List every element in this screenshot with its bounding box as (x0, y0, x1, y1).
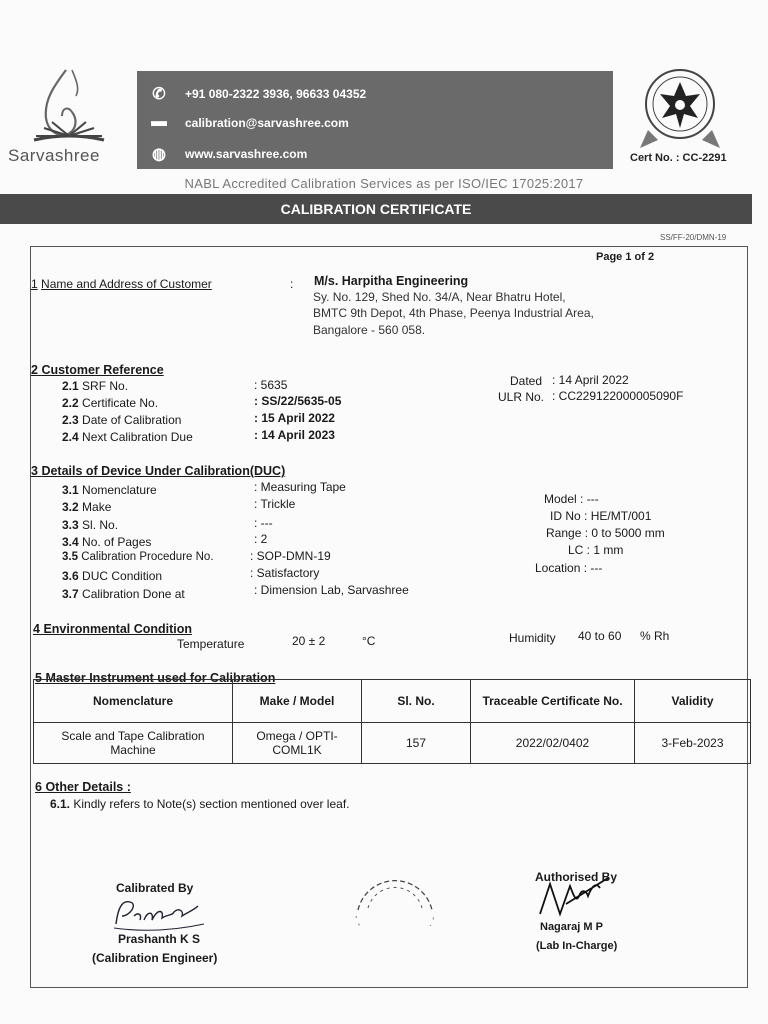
section-2-heading: 2 Customer Reference (31, 363, 164, 377)
table-row (34, 723, 751, 764)
date-of-calibration-row: 2.3 Date of Calibration (62, 413, 182, 427)
section-3-heading: 3 Details of Device Under Calibration(DUC) (31, 464, 286, 478)
website-row (152, 146, 308, 163)
document-title: CALIBRATION CERTIFICATE (280, 201, 472, 217)
table-cell: 3-Feb-2023 (635, 723, 751, 764)
dated-value: : 14 April 2022 (552, 373, 629, 387)
table-cell: 157 (362, 723, 471, 764)
humidity-value: 40 to 60 (578, 629, 622, 643)
website-text: www.sarvashree.com (185, 147, 308, 161)
email-text: calibration@sarvashree.com (185, 116, 349, 130)
lc-row: LC : 1 mm (568, 543, 624, 557)
customer-address-line-1: Sy. No. 129, Shed No. 34/A, Near Bhatru Hotel, (313, 290, 566, 304)
phone-text: +91 080-2322 3936, 96633 04352 (185, 87, 367, 101)
column-header: Traceable Certificate No. (471, 680, 635, 723)
nabl-accreditation-line: NABL Accredited Calibration Services as per ISO/IEC 17025:2017 (184, 176, 584, 191)
column-header: Make / Model (233, 680, 362, 723)
id-no-row: ID No : HE/MT/001 (550, 509, 652, 523)
section-1-heading: 1 Name and Address of Customer (31, 277, 212, 291)
duc-location-value: : Dimension Lab, Sarvashree (254, 583, 409, 597)
contact-band (137, 71, 613, 169)
humidity-label: Humidity (509, 631, 556, 645)
table-cell: Omega / OPTI-COML1K (233, 723, 362, 764)
date-of-calibration-value: : 15 April 2022 (254, 411, 335, 425)
duc-condition-row: 3.6 DUC Condition (62, 569, 163, 583)
customer-name: M/s. Harpitha Engineering (314, 274, 469, 288)
column-header: Sl. No. (362, 680, 471, 723)
customer-address-line-3: Bangalore - 560 058. (313, 323, 426, 337)
duc-slno-value: : --- (254, 516, 273, 530)
table-header-row (34, 680, 751, 723)
duc-pages-value: : 2 (254, 532, 268, 546)
location-row: Location : --- (535, 561, 603, 575)
temperature-value: 20 ± 2 (292, 634, 326, 648)
temperature-unit: °C (362, 634, 376, 648)
dated-label: Dated (510, 374, 543, 388)
temperature-label: Temperature (177, 637, 245, 651)
column-header: Validity (635, 680, 751, 723)
other-details-note: 6.1. Kindly refers to Note(s) section mentioned over leaf. (50, 797, 350, 811)
ulr-label: ULR No. (498, 390, 545, 404)
duc-slno-row: 3.3 Sl. No. (62, 518, 119, 532)
duc-pages-row: 3.4 No. of Pages (62, 535, 152, 549)
ulr-value: : CC229122000005090F (552, 389, 684, 403)
globe-icon: ◍ (152, 146, 166, 163)
customer-address-line-2: BMTC 9th Depot, 4th Phase, Peenya Industrial Area, (313, 306, 594, 320)
srf-row: 2.1 SRF No. (62, 379, 129, 393)
authorised-by-label: Authorised By (535, 870, 618, 884)
company-stamp (350, 866, 440, 926)
logo-text: Sarvashree (8, 146, 100, 165)
email-row (151, 113, 349, 130)
duc-procedure-row: 3.5 Calibration Procedure No. (62, 551, 214, 563)
calibrated-by-label: Calibrated By (116, 881, 194, 895)
engineer-name: Prashanth K S (118, 932, 201, 946)
form-reference: SS/FF-20/DMN-19 (660, 233, 727, 242)
certificate-no-value: : SS/22/5635-05 (254, 394, 342, 408)
column-header: Nomenclature (34, 680, 233, 723)
page-number: Page 1 of 2 (596, 251, 655, 263)
srf-value: : 5635 (254, 378, 288, 392)
next-calibration-row: 2.4 Next Calibration Due (62, 430, 193, 444)
master-instrument-table (33, 679, 751, 764)
section-6-heading: 6 Other Details : (35, 780, 131, 794)
duc-condition-value: : Satisfactory (250, 566, 320, 580)
incharge-signature (536, 874, 616, 926)
engineer-role: (Calibration Engineer) (92, 951, 218, 965)
humidity-unit: % Rh (640, 629, 670, 643)
next-calibration-value: : 14 April 2023 (254, 428, 335, 442)
incharge-name: Nagaraj M P (540, 921, 603, 933)
duc-make-row: 3.2 Make (62, 500, 112, 514)
phone-icon: ✆ (152, 86, 166, 103)
table-cell: Scale and Tape Calibration Machine (34, 723, 233, 764)
phone-row (152, 86, 367, 103)
table-cell: 2022/02/0402 (471, 723, 635, 764)
engineer-signature (108, 894, 208, 936)
duc-location-row: 3.7 Calibration Done at (62, 587, 185, 601)
duc-procedure-value: : SOP-DMN-19 (250, 549, 331, 563)
section-5-heading: 5 Master Instrument used for Calibration (35, 671, 276, 685)
duc-make-value: : Trickle (254, 497, 296, 511)
range-row: Range : 0 to 5000 mm (546, 526, 665, 540)
cert-number: Cert No. : CC-2291 (630, 152, 727, 164)
certificate-no-row: 2.2 Certificate No. (62, 396, 159, 410)
incharge-role: (Lab In-Charge) (536, 940, 618, 952)
model-row: Model : --- (544, 492, 599, 506)
nabl-seal-icon (632, 68, 728, 150)
duc-nomenclature-row: 3.1 Nomenclature (62, 483, 157, 497)
section-4-heading: 4 Environmental Condition (33, 622, 193, 636)
duc-nomenclature-value: : Measuring Tape (254, 480, 346, 494)
mail-icon: ▬ (151, 113, 167, 130)
section-1-colon: : (290, 277, 294, 291)
